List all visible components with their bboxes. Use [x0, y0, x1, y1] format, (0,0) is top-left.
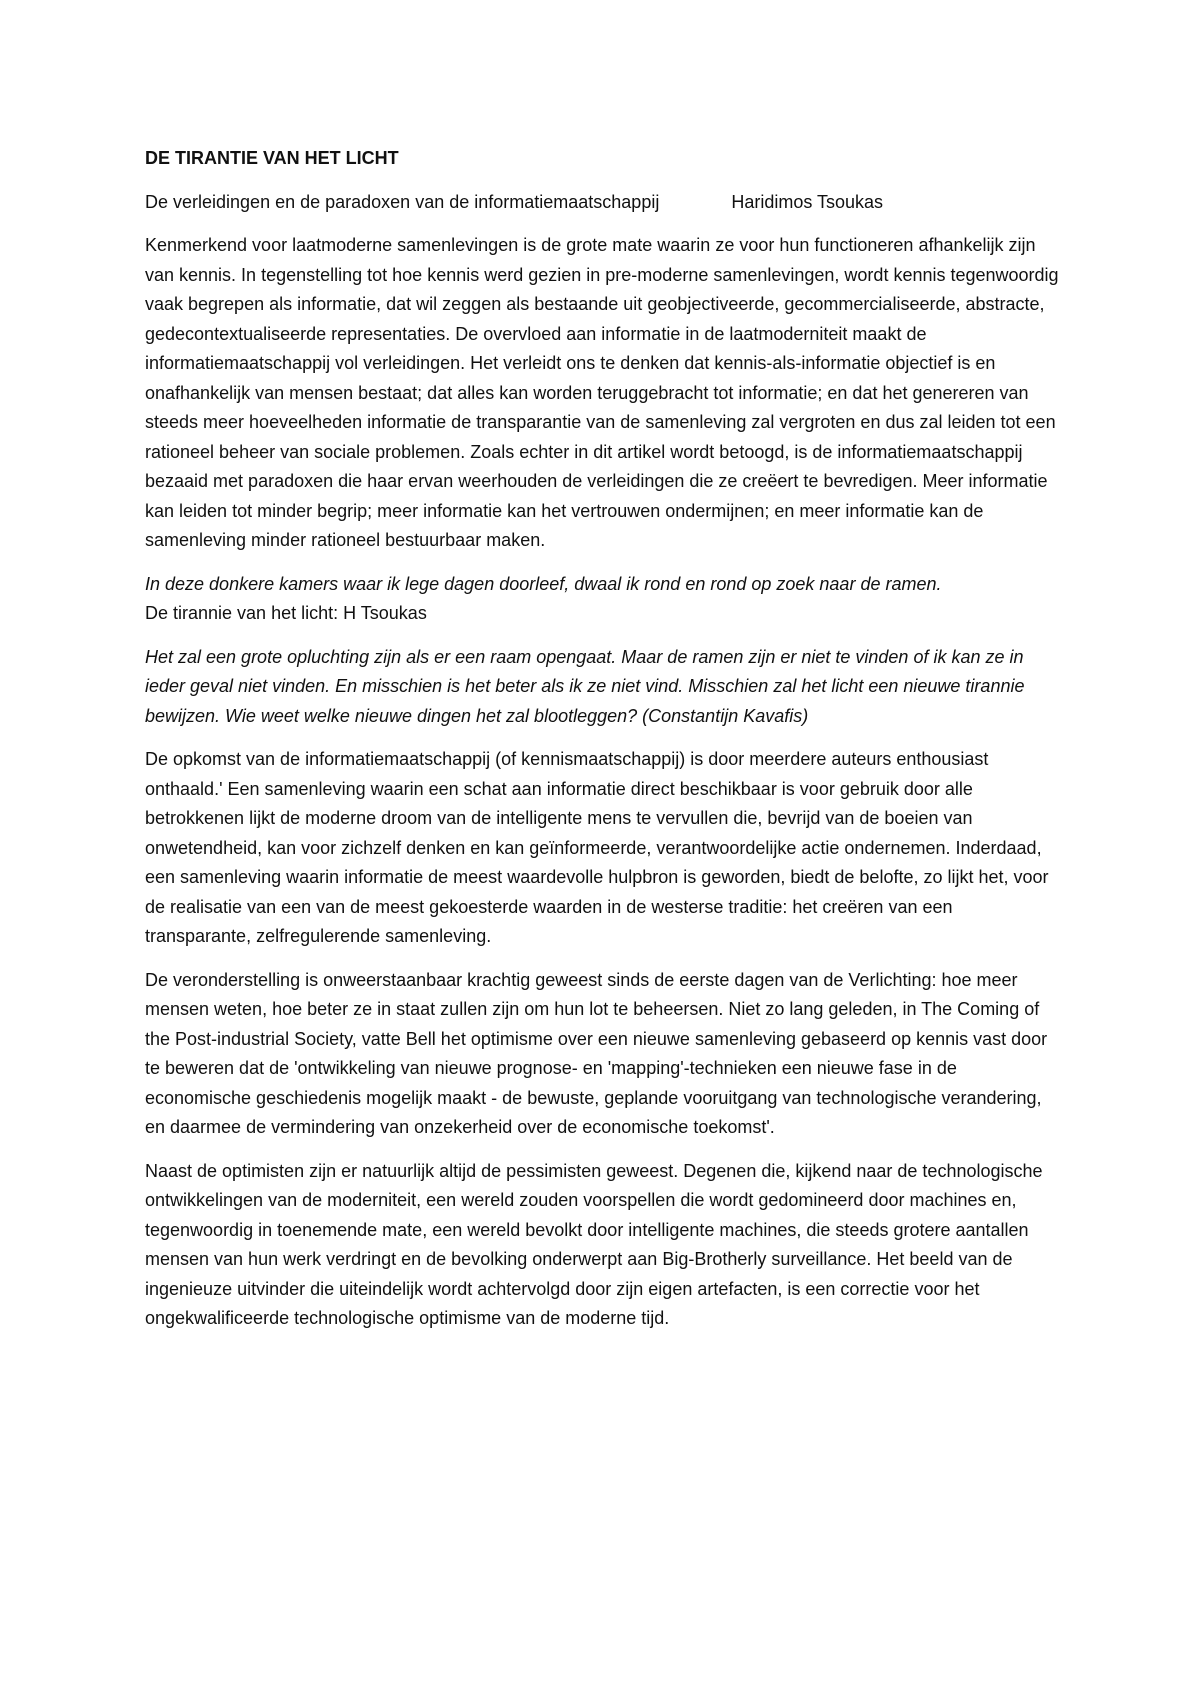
body-paragraph-2: De veronderstelling is onweerstaanbaar krachtig geweest sinds de eerste dagen van de Verlichting: hoe meer mensen weten, hoe beter ze in staat zullen zijn om hun lot te beheersen. Niet zo lang geleden, in The Coming of the Post-industrial Society, vatte Bell het optimisme over een nieuwe samenleving gebaseerd op kennis vast door te beweren dat de 'ontwikkeling van nieuwe prognose- en 'mapping'-technieken een nieuwe fase in de economische geschiedenis mogelijk maakt - de bewuste, geplande vooruitgang van technologische verandering, en daarmee de vermindering van onzekerheid over de economische toekomst'. [145, 969, 1048, 1137]
epigraph-source-1: De tirannie van het licht: H Tsoukas [145, 603, 427, 623]
subtitle-row [145, 188, 1060, 218]
abstract-paragraph: Kenmerkend voor laatmoderne samenlevingen is de grote mate waarin ze voor hun functioneren afhankelijk zijn van kennis. In tegenstelling tot hoe kennis werd gezien in pre-moderne samenlevingen, wordt kennis tegenwoordig vaak begrepen als informatie, dat wil zeggen als bestaande uit geobjectiveerde, gecommercialiseerde, abstracte, gedecontextualiseerde representaties. De overvloed aan informatie in de laatmoderniteit maakt de informatiemaatschappij vol verleidingen. Het verleidt ons te denken dat kennis-als-informatie objectief is en onafhankelijk van mensen bestaat; dat alles kan worden teruggebracht tot informatie; en dat het genereren van steeds meer hoeveelheden informatie de transparantie van de samenleving zal vergroten en dus zal leiden tot een rationeel beheer van sociale problemen. Zoals echter in dit artikel wordt betoogd, is de informatiemaatschappij bezaaid met paradoxen die haar ervan weerhouden de verleidingen die ze creëert te bevredigen. Meer informatie kan leiden tot minder begrip; meer informatie kan het vertrouwen ondermijnen; en meer informatie kan de samenleving minder rationeel bestuurbaar maken. [145, 235, 1059, 550]
document-body [145, 144, 1060, 1348]
epigraph-quote-1: In deze donkere kamers waar ik lege dagen doorleef, dwaal ik rond en rond op zoek naar de ramen. [145, 573, 942, 594]
document-title: DE TIRANTIE VAN HET LICHT [145, 148, 399, 168]
body-paragraph-3: Naast de optimisten zijn er natuurlijk altijd de pessimisten geweest. Degenen die, kijkend naar de technologische ontwikkelingen van de moderniteit, een wereld zouden voorspellen die wordt gedomineerd door machines en, tegenwoordig in toenemende mate, een wereld bevolkt door intelligente machines, die steeds grotere aantallen mensen van hun werk verdringt en de bevolking onderwerpt aan Big-Brotherly surveillance. Het beeld van de ingenieuze uitvinder die uiteindelijk wordt achtervolgd door zijn eigen artefacten, is een correctie voor het ongekwalificeerde technologische optimisme van de moderne tijd. [145, 1160, 1043, 1328]
epigraph-block-1 [145, 570, 1060, 629]
epigraph-quote-2: Het zal een grote opluchting zijn als er een raam opengaat. Maar de ramen zijn er niet te vinden of ik kan ze in ieder geval niet vinden. En misschien is het beter als ik ze niet vind. Misschien zal het licht een nieuwe tirannie bewijzen. Wie weet welke nieuwe dingen het zal blootleggen? (Constantijn Kavafis) [145, 646, 1025, 726]
document-subtitle: De verleidingen en de paradoxen van de informatiemaatschappij [145, 191, 660, 212]
document-author: Haridimos Tsoukas [731, 191, 884, 212]
body-paragraph-1: De opkomst van de informatiemaatschappij (of kennismaatschappij) is door meerdere auteurs enthousiast onthaald.' Een samenleving waarin een schat aan informatie direct beschikbaar is voor gebruik door alle betrokkenen lijkt de moderne droom van de intelligente mens te vervullen die, bevrijd van de boeien van onwetendheid, kan voor zichzelf denken en kan geïnformeerde, verantwoordelijke actie ondernemen. Inderdaad, een samenleving waarin informatie de meest waardevolle hulpbron is geworden, biedt de belofte, zo lijkt het, voor de realisatie van een van de meest gekoesterde waarden in de westerse traditie: het creëren van een transparante, zelfregulerende samenleving. [145, 749, 1049, 946]
